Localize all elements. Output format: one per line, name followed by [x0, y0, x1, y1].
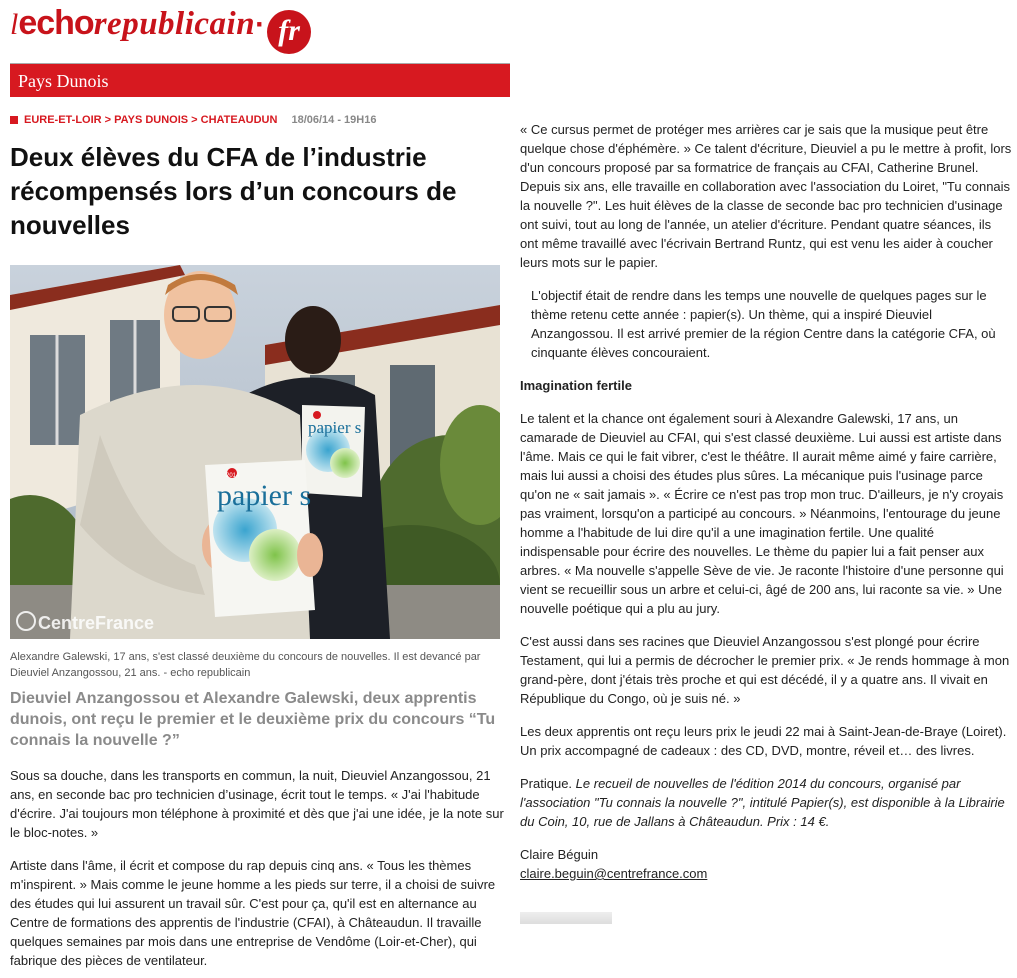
publish-date: 18/06/14 - 19H16 — [291, 114, 377, 126]
author-email-link[interactable]: claire.beguin@centrefrance.com — [520, 866, 708, 881]
paragraph: Sous sa douche, dans les transports en commun, la nuit, Dieuviel Anzangossou, 21 ans, en seconde bac pro technicien d’usinage, écrit tout le temps. « J'ai l'habitude d'écrire. J'ai toujours mon téléphone à proximité et dès que j'ai une idée, je la note sur le bloc-notes. » — [10, 768, 504, 840]
logo-dot: · — [255, 8, 266, 41]
subheading: Imagination fertile — [520, 378, 632, 393]
logo-l: l — [10, 8, 19, 41]
red-square-icon — [10, 116, 18, 124]
section-title[interactable]: Pays Dunois — [18, 71, 109, 91]
practical-label: Pratique. — [520, 776, 573, 791]
article-title: Deux élèves du CFA de l’industrie récompensés lors d’un concours de nouvelles — [10, 142, 457, 240]
photo-illustration — [10, 265, 500, 639]
article-body-left — [10, 766, 505, 978]
paragraph: L'objectif était de rendre dans les temps une nouvelle de quelques pages sur le thème retenu cette année : papier(s). Un thème, qui a inspiré Dieuviel Anzangossou. Il est arrivé premier de la région Centre dans la catégorie CFA, où cinquante élèves concouraient. — [531, 288, 996, 360]
book-title-small: papier s — [308, 418, 362, 437]
logo-republicain: republicain — [93, 6, 256, 42]
article-body-right — [520, 120, 1012, 883]
paragraph: C'est aussi dans ses racines que Dieuviel Anzangossou s'est plongé pour écrire Testament, qui lui a permis de décrocher le premier prix. « Je rends hommage à mon grand-père, dont j'étais très proche et qui est décédé, il y a quatre ans. Il vivait en République du Congo, où je suis né. » — [520, 634, 1010, 706]
book-title: papier s — [217, 479, 312, 512]
book-year: 2014 — [226, 473, 240, 479]
logo-echo: echo — [18, 4, 94, 42]
paragraph: « Ce cursus permet de protéger mes arrières car je sais que la musique peut être quelque chose d'éphémère. » Ce talent d'écriture, Dieuviel a pu le mettre à profit, lors d'un concours proposé par sa formatrice de français au CFAI, Catherine Brunel. Depuis six ans, elle travaille en collaboration avec l'association du Loiret, "Tu connais la nouvelle ?". Les huit élèves de la classe de seconde bac pro technicien d'usinage ont suivi, tout au long de l'année, un atelier d'écriture. Pendant quatre séances, ils ont même travaillé avec l'écrivain Bertrand Runtz, qui est venu les aider à coucher leurs mots sur le papier. — [520, 122, 1012, 270]
author-name: Claire Béguin — [520, 847, 599, 862]
breadcrumb[interactable]: EURE-ET-LOIR > PAYS DUNOIS > CHATEAUDUN — [24, 114, 278, 126]
footer-strip — [520, 912, 612, 924]
section-bar — [10, 63, 510, 97]
paragraph: Le talent et la chance ont également souri à Alexandre Galewski, 17 ans, un camarade de Dieuviel au CFAI, qui s'est classé deuxième. Lui aussi est artiste dans l'âme. Mais ce qui le fait vibrer, c'est le théâtre. Il aurait même aimé y faire carrière, mais lui aussi a choisi des études plus sûres. La mécanique puis l'usinage parce qu'on ne « sait jamais ». « Écrire ce n'est pas trop mon truc. D'ailleurs, je n'y croyais pas vraiment, lorsqu'on a participé au concours. » Néanmoins, l'entourage du jeune homme a l'habitude de lui dire qu'il a une imagination fertile. Une qualité indispensable pour écrire des nouvelles. Le thème du papier lui a fait penser aux arbres. « Ma nouvelle s'appelle Sève de vie. Je raconte l'histoire d'une personne qui vient se recueillir sous un arbre et celui-ci, âgé de 200 ans, lui raconte sa vie. » Une nouvelle poétique qui a plu au jury. — [520, 411, 1004, 616]
photo-caption: Alexandre Galewski, 17 ans, s'est classé deuxième du concours de nouvelles. Il est devancé par Dieuviel Anzangossou, 21 ans. - echo republicain — [10, 651, 481, 679]
article-lead: Dieuviel Anzangossou et Alexandre Galewski, deux apprentis dunois, ont reçu le premier et le deuxième prix du concours “Tu connais la nouvelle ?” — [10, 690, 496, 749]
article-photo[interactable] — [10, 265, 500, 639]
logo-fr-badge: fr — [267, 10, 311, 54]
practical-info — [520, 774, 1012, 831]
site-logo[interactable] — [10, 4, 311, 54]
paragraph: Les deux apprentis ont reçu leurs prix le jeudi 22 mai à Saint-Jean-de-Braye (Loiret). Un prix accompagné de cadeaux : des CD, DVD, montre, réveil et… des livres. — [520, 724, 1007, 758]
photo-watermark: CentreFrance — [38, 613, 155, 633]
paragraph: Artiste dans l'âme, il écrit et compose du rap depuis cinq ans. « Tous les thèmes m'inspirent. » Mais comme le jeune homme a les pieds sur terre, il a choisi de suivre des études qui lui assurent un travail sûr. C'est pour ça, qu'il est en alternance au Centre de formations des apprentis de l'industrie (CFAI), à Châteaudun. Il travaille quelques semaines par mois dans une entreprise de Vendôme (Loir-et-Cher), qui fabrique des pièces de ventilateur. — [10, 858, 496, 968]
practical-text: Le recueil de nouvelles de l'édition 2014 du concours, organisé par l'association "Tu connais la nouvelle ?", intitulé Papier(s), est disponible à la Librairie du Coin, 10, rue de Jallans à Châteaudun. Prix : 14 €. — [520, 776, 1005, 829]
article-meta — [10, 114, 376, 126]
